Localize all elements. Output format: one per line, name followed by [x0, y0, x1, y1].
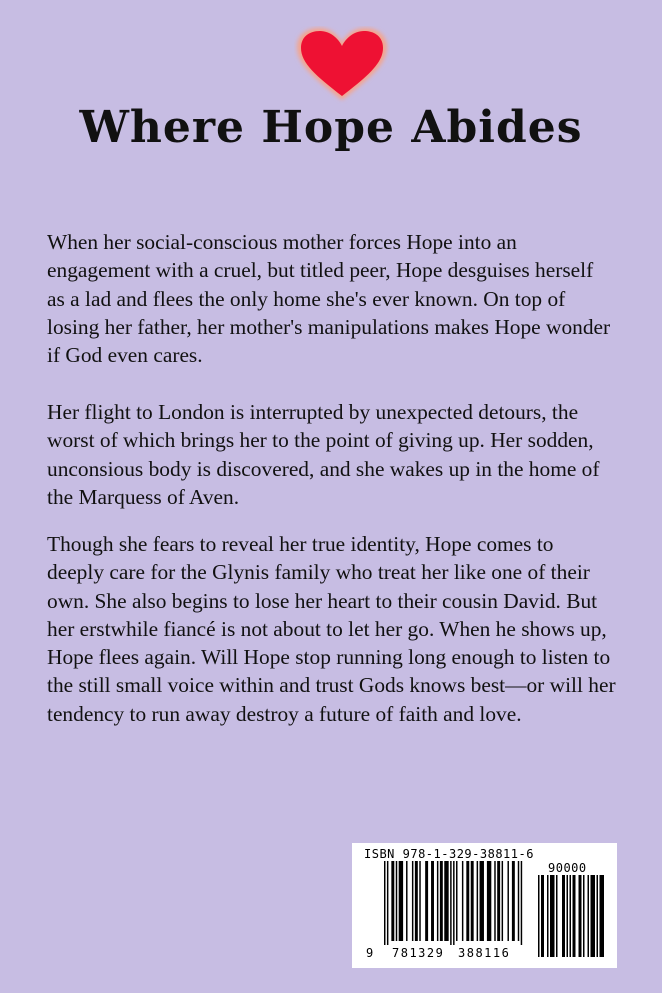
blurb-paragraph: When her social-conscious mother forces Hope into an engagement with a cruel, but titled peer, Hope desguises herself as a lad and flees the only home she's ever known. On top of losing her father, her mother's manipulations makes Hope wonder if God even cares. [47, 230, 611, 368]
blurb-paragraph: Her flight to London is interrupted by unexpected detours, the worst of which brings her to the point of giving up. Her sodden, unconsious body is discovered, and she wakes up in the home of the Marquess of Aven. [47, 400, 600, 509]
isbn-label: ISBN 978-1-329-38811-6 [364, 847, 534, 861]
ean-barcode-bars [384, 861, 524, 945]
ean-right-digits: 388116 [458, 946, 511, 960]
ean-left-digits: 781329 [392, 946, 445, 960]
blurb-paragraph: Though she fears to reveal her true identity, Hope comes to deeply care for the Glynis family who treat her like one of their own. She also begins to lose her heart to their cousin David. But her erstwhile fiancé is not about to let her go. When he shows up, Hope flees again. Will Hope stop running long enough to listen to the still small voice within and trust Gods knows best—or will her tendency to run away destroy a future of faith and love. [47, 532, 616, 726]
price-code: 90000 [548, 861, 587, 875]
isbn-barcode [352, 843, 617, 968]
book-title: Where Hope Abides [79, 102, 583, 153]
heart-icon [294, 26, 390, 104]
addon-barcode-bars [538, 875, 604, 959]
ean-first-digit: 9 [366, 946, 374, 960]
